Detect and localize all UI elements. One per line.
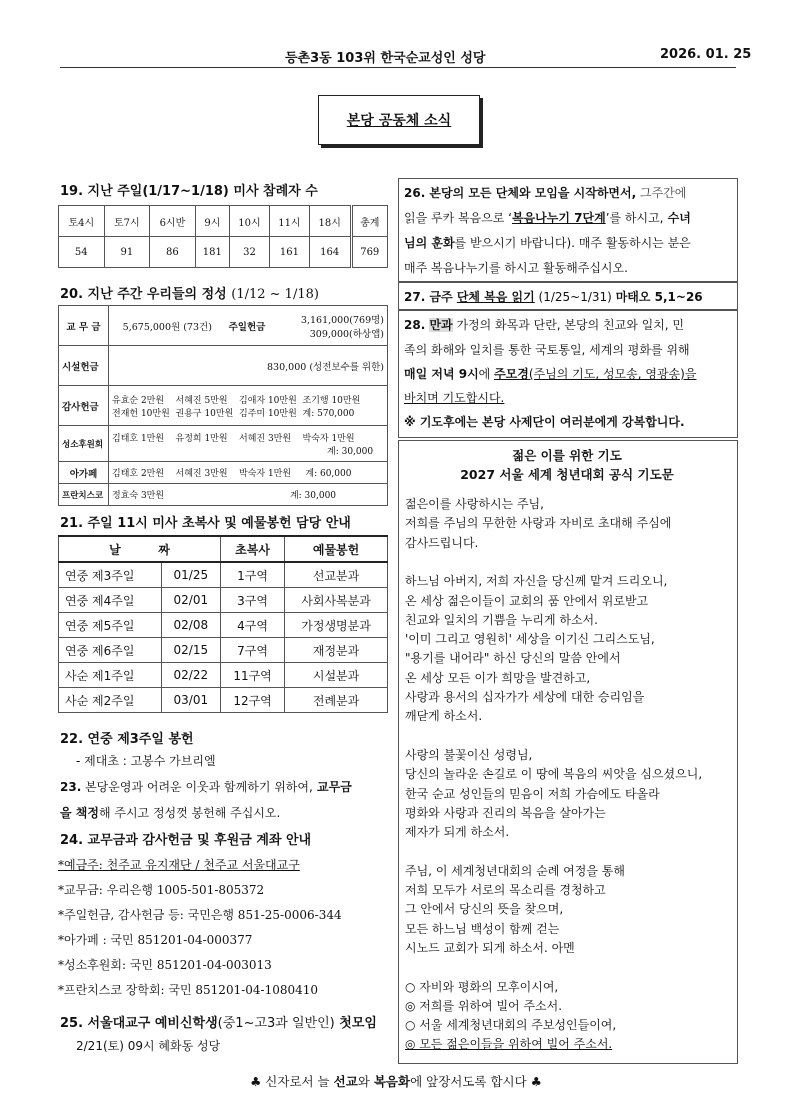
mass-col-header: 토7시	[104, 206, 150, 237]
col-offering: 예물봉헌	[285, 536, 388, 562]
prayer-line: 당신의 놀라운 손길로 이 땅에 복음의 씨앗을 심으셨으니,	[405, 767, 703, 782]
schedule-cell: 전례분과	[285, 688, 388, 713]
mass-count: 54	[59, 237, 105, 268]
parish-name: 등촌3동 103위 한국순교성인 성당	[285, 51, 486, 66]
prayer-line: 사랑과 용서의 십자가가 세상에 대한 승리임을	[405, 690, 645, 704]
prayer-line: 저희 모두가 서로의 목소리를 경청하고	[405, 883, 606, 897]
account-line: *예금주: 천주교 유지재단 / 천주교 서울대교구	[58, 858, 300, 872]
s19-title: 19. 지난 주일(1/17~1/18) 미사 참례자 수	[60, 184, 318, 199]
s28-l1: 28. 만과 가정의 화목과 단란, 본당의 친교와 일치, 민	[404, 318, 685, 332]
s28-l4: 바치며 기도합시다.	[404, 391, 505, 405]
s27-line: 27. 금주 단체 복음 읽기 (1/25~1/31) 마태오 5,1~26	[404, 290, 703, 304]
schedule-row	[59, 663, 388, 688]
schedule-cell: 01/25	[161, 562, 220, 588]
schedule-cell: 1구역	[220, 562, 284, 588]
row-label: 프란치스코	[59, 484, 109, 506]
account-line: *성소후원회: 국민 851201-04-003013	[58, 958, 272, 972]
col-server: 초복사	[220, 536, 284, 562]
s23-text2: 을 책정해 주시고 정성껏 봉헌해 주십시오.	[60, 806, 281, 820]
mass-col-header: 토4시	[59, 206, 105, 237]
prayer-line: 모든 하느님 백성이 함께 걷는	[405, 921, 560, 936]
schedule-cell: 7구역	[220, 638, 284, 663]
s26-l1: 26. 본당의 모든 단체와 모임을 시작하면서, 그주간에	[404, 186, 687, 200]
prayer-line: ○ 서울 세계청년대회의 주보성인들이여,	[405, 1018, 617, 1033]
s22-line: - 제대초 : 고봉수 가브리엘	[76, 754, 216, 768]
prayer-line: 하느님 아버지, 저희 자신을 당신께 맡겨 드리오니,	[405, 574, 668, 589]
mass-count: 32	[230, 237, 270, 268]
schedule-cell: 03/01	[161, 688, 220, 713]
schedule-cell: 재정분과	[285, 638, 388, 663]
row-label: 주일헌금	[226, 306, 278, 346]
account-line: *아가페 : 국민 851201-04-000377	[58, 933, 253, 947]
schedule-cell: 가정생명분과	[285, 613, 388, 638]
schedule-cell: 02/08	[161, 613, 220, 638]
prayer-line: 그 안에서 당신의 뜻을 찾으며,	[405, 902, 564, 917]
s26-l2: 읽을 루카 복음으로 ‘복음나누기 7단계’를 하시고, 수녀	[404, 211, 691, 225]
prayer-line: 저희를 주님의 무한한 사랑과 자비로 초대해 주심에	[405, 516, 672, 531]
prayer-line: 젊은이를 사랑하시는 주님,	[405, 497, 544, 511]
s21-title: 21. 주일 11시 미사 초복사 및 예물봉헌 담당 안내	[60, 516, 351, 531]
prayer-line: 제자가 되게 하소서.	[405, 825, 510, 840]
mass-col-header: 10시	[230, 206, 270, 237]
schedule-cell: 02/01	[161, 588, 220, 613]
prayer-line: 온 세상 모든 이가 희망을 발견하고,	[405, 670, 591, 685]
s28-l2: 족의 화해와 일치를 통한 국토통일, 세계의 평화를 위해	[404, 343, 690, 357]
facility-value: 830,000 (성전보수를 위한)	[109, 346, 388, 386]
mass-count: 161	[269, 237, 309, 268]
prayer-title: 젊은 이를 위한 기도	[512, 448, 622, 463]
schedule-cell: 3구역	[220, 588, 284, 613]
s20-title: 20. 지난 주간 우리들의 정성 (1/12 ~ 1/18)	[60, 287, 319, 302]
schedule-cell: 사회사복분과	[285, 588, 388, 613]
prayer-line: ○ 자비와 평화의 모후이시여,	[405, 979, 559, 994]
mass-col-header: 9시	[195, 206, 229, 237]
schedule-row	[59, 613, 388, 638]
schedule-cell: 02/22	[161, 663, 220, 688]
s28-l3: 매일 저녁 9시에 주모경(주님의 기도, 성모송, 영광송)을	[404, 367, 697, 381]
mass-count: 769	[351, 237, 387, 268]
row-label: 교 무 금	[59, 306, 109, 346]
prayer-line: 주님, 이 세계청년대회의 순례 여정을 통해	[405, 863, 625, 878]
schedule-row	[59, 638, 388, 663]
account-line: *교무금: 우리은행 1005-501-805372	[58, 883, 265, 897]
mass-col-header: 총계	[351, 206, 387, 237]
s28-l5: ※ 기도후에는 본당 사제단이 여러분에게 강복합니다.	[404, 415, 685, 429]
sunday-value: 3,161,000(769명) 309,000(하상앱)	[278, 306, 388, 346]
schedule-row	[59, 562, 388, 588]
mass-count: 164	[309, 237, 351, 268]
prayer-line: ◎ 저희를 위하여 빌어 주소서.	[405, 998, 563, 1013]
account-line: *주일헌금, 감사헌금 등: 국민은행 851-25-0006-344	[58, 908, 342, 922]
bulletin-date: 2026. 01. 25	[660, 47, 752, 62]
s24-title: 24. 교무금과 감사헌금 및 후원금 계좌 안내	[60, 833, 312, 848]
prayer-line: 사랑의 불꽃이신 성령님,	[405, 747, 533, 762]
mass-count: 86	[150, 237, 196, 268]
footer-slogan: ♣ 신자로서 늘 선교와 복음화에 앞장서도록 합시다 ♣	[250, 1074, 542, 1089]
prayer-subtitle: 2027 서울 세계 청년대회 공식 기도문	[460, 467, 674, 482]
agape-list: 김태호 2만원 서혜진 3만원 박숙자 1만원 계: 60,000	[109, 462, 388, 484]
header-divider	[60, 67, 736, 68]
schedule-cell: 11구역	[220, 663, 284, 688]
prayer-line: '이미 그리고 영원히' 세상을 이기신 그리스도님,	[405, 632, 655, 647]
prayer-line: "용기를 내어라" 하신 당신의 말씀 안에서	[405, 651, 621, 666]
schedule-cell: 사순 제2주일	[59, 688, 162, 713]
server-schedule-table	[58, 535, 388, 713]
row-label: 성소후원회	[59, 426, 109, 462]
schedule-cell: 시설분과	[285, 663, 388, 688]
attendance-table	[58, 205, 388, 268]
schedule-cell: 사순 제1주일	[59, 663, 162, 688]
prayer-line: 친교와 일치의 기쁨을 누리게 하소서.	[405, 612, 598, 627]
s26-l3: 님의 훈화를 받으시기 바랍니다). 매주 활동하시는 분은	[404, 236, 691, 250]
schedule-cell: 12구역	[220, 688, 284, 713]
schedule-row	[59, 588, 388, 613]
prayer-line: 깨닫게 하소서.	[405, 709, 483, 724]
s26-l4: 매주 복음나누기를 하시고 활동해주십시오.	[404, 261, 628, 275]
prayer-line: 한국 순교 성인들의 믿음이 저희 가슴에도 타올라	[405, 786, 660, 801]
mass-col-header: 11시	[269, 206, 309, 237]
vocation-list: 김태호 1만원 유정희 1만원 서혜진 3만원 박숙자 1만원 계: 30,000	[109, 426, 388, 462]
prayer-line: 평화와 사랑과 진리의 복음을 살아가는	[405, 805, 606, 820]
thanks-list: 유효순 2만원 서혜진 5만원 김애자 10만원 조기행 10만원 전재헌 10만원 권용구 10만원 김주미 10만원 계: 570,000	[109, 386, 388, 426]
mass-count: 181	[195, 237, 229, 268]
row-label: 시설헌금	[59, 346, 109, 386]
mass-col-header: 6시반	[150, 206, 196, 237]
s23-text: 23. 본당운영과 어려운 이웃과 함께하기 위하여, 교무금	[60, 780, 352, 794]
schedule-cell: 4구역	[220, 613, 284, 638]
account-line: *프란치스코 장학회: 국민 851201-04-1080410	[58, 983, 319, 997]
schedule-cell: 연중 제4주일	[59, 588, 162, 613]
schedule-row	[59, 688, 388, 713]
prayer-line: 시노드 교회가 되게 하소서. 아멘	[405, 940, 575, 955]
mass-col-header: 18시	[309, 206, 351, 237]
row-label: 아가페	[59, 462, 109, 484]
schedule-cell: 선교분과	[285, 562, 388, 588]
prayer-line: 감사드립니다.	[405, 535, 479, 550]
col-date: 날 짜	[59, 536, 221, 562]
s25-line: 2/21(토) 09시 혜화동 성당	[76, 1039, 221, 1053]
mass-count: 91	[104, 237, 150, 268]
francis-list: 정효숙 3만원 계: 30,000	[109, 484, 388, 506]
offering-table	[58, 305, 388, 506]
prayer-line: 온 세상 젊은이들이 교회의 품 안에서 위로받고	[405, 593, 649, 608]
s22-title: 22. 연중 제3주일 봉헌	[60, 732, 194, 747]
prayer-line: ◎ 모든 젊은이들을 위하여 빌어 주소서.	[405, 1037, 613, 1052]
schedule-cell: 02/15	[161, 638, 220, 663]
row-label: 감사헌금	[59, 386, 109, 426]
page-title: 본당 공동체 소식	[318, 95, 480, 145]
kyomu-value: 5,675,000원 (73건)	[109, 306, 226, 346]
schedule-cell: 연중 제6주일	[59, 638, 162, 663]
schedule-cell: 연중 제3주일	[59, 562, 162, 588]
schedule-cell: 연중 제5주일	[59, 613, 162, 638]
s25-title: 25. 서울대교구 예비신학생(중1~고3과 일반인) 첫모임	[60, 1016, 377, 1031]
